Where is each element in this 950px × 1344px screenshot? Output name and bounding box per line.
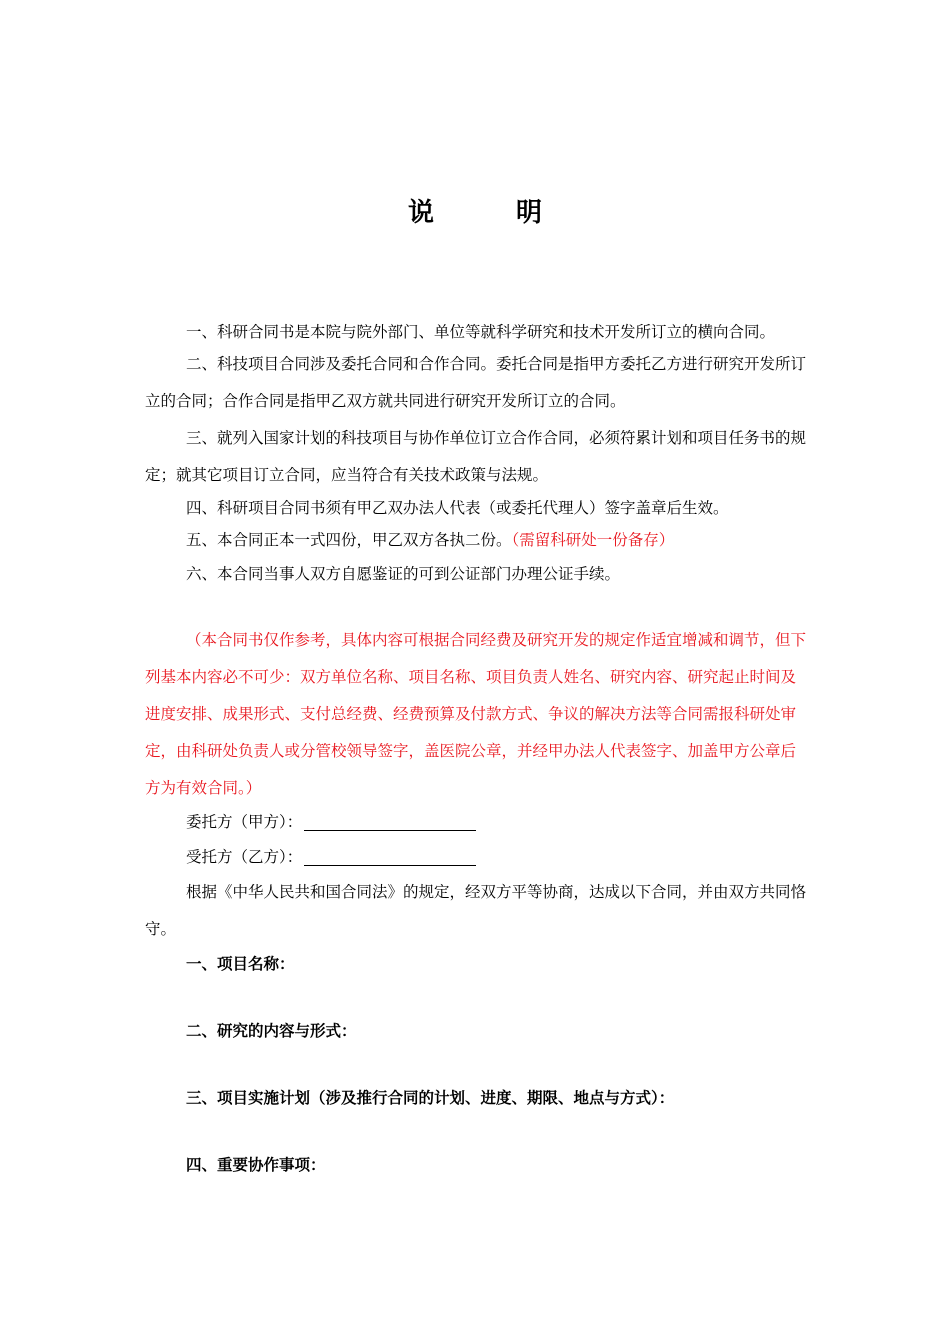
item-2: 二、科技项目合同涉及委托合同和合作合同。委托合同是指甲方委托乙方进行研究开发所订立的合同；合作合同是指甲乙双方就共同进行研究开发所订立的合同。: [145, 355, 807, 410]
section-implementation-plan: 三、项目实施计划（涉及推行合同的计划、进度、期限、地点与方式）：: [186, 1088, 675, 1107]
section-research-content: 二、研究的内容与形式：: [186, 1021, 357, 1040]
party-a-row: [145, 804, 810, 841]
item-5-text: 五、本合同正本一式四份，甲乙双方各执二份。: [186, 531, 512, 549]
party-a-blank[interactable]: [304, 812, 476, 831]
item-6: 六、本合同当事人双方自愿鉴证的可到公证部门办理公证手续。: [186, 565, 621, 583]
item-3: 三、就列入国家计划的科技项目与协作单位订立合作合同，必须符累计划和项目任务书的规定；就其它项目订立合同，应当符合有关技术政策与法规。: [145, 429, 807, 484]
preamble: 根据《中华人民共和国合同法》的规定，经双方平等协商，达成以下合同，并由双方共同恪守。: [145, 883, 807, 938]
section-project-name: 一、项目名称：: [186, 954, 295, 973]
item-4: 四、科研项目合同书须有甲乙双办法人代表（或委托代理人）签字盖章后生效。: [186, 499, 729, 517]
red-note-paragraph: （本合同书仅作参考，具体内容可根据合同经费及研究开发的规定作适宜增减和调节，但下列基本内容必不可少：双方单位名称、项目名称、项目负责人姓名、研究内容、研究起止时间及进度安排、成果形式、支付总经费、经费预算及付款方式、争议的解决方法等合同需报科研处审定，由科研处负责人或分管校领导签字，盖医院公章，并经甲办法人代表签字、加盖甲方公章后方为有效合同。）: [145, 631, 807, 797]
party-a-label: 委托方（甲方）：: [186, 813, 303, 831]
party-b-label: 受托方（乙方）：: [186, 848, 303, 866]
party-b-blank[interactable]: [304, 847, 476, 866]
item-1: 一、科研合同书是本院与院外部门、单位等就科学研究和技术开发所订立的横向合同。: [186, 323, 776, 341]
party-b-row: [145, 839, 810, 876]
section-cooperation-matters: 四、重要协作事项：: [186, 1155, 326, 1174]
item-5: [145, 522, 810, 559]
item-5-red-note: （需留科研处一份备存）: [511, 531, 675, 549]
page-title: 说 明: [407, 198, 570, 228]
